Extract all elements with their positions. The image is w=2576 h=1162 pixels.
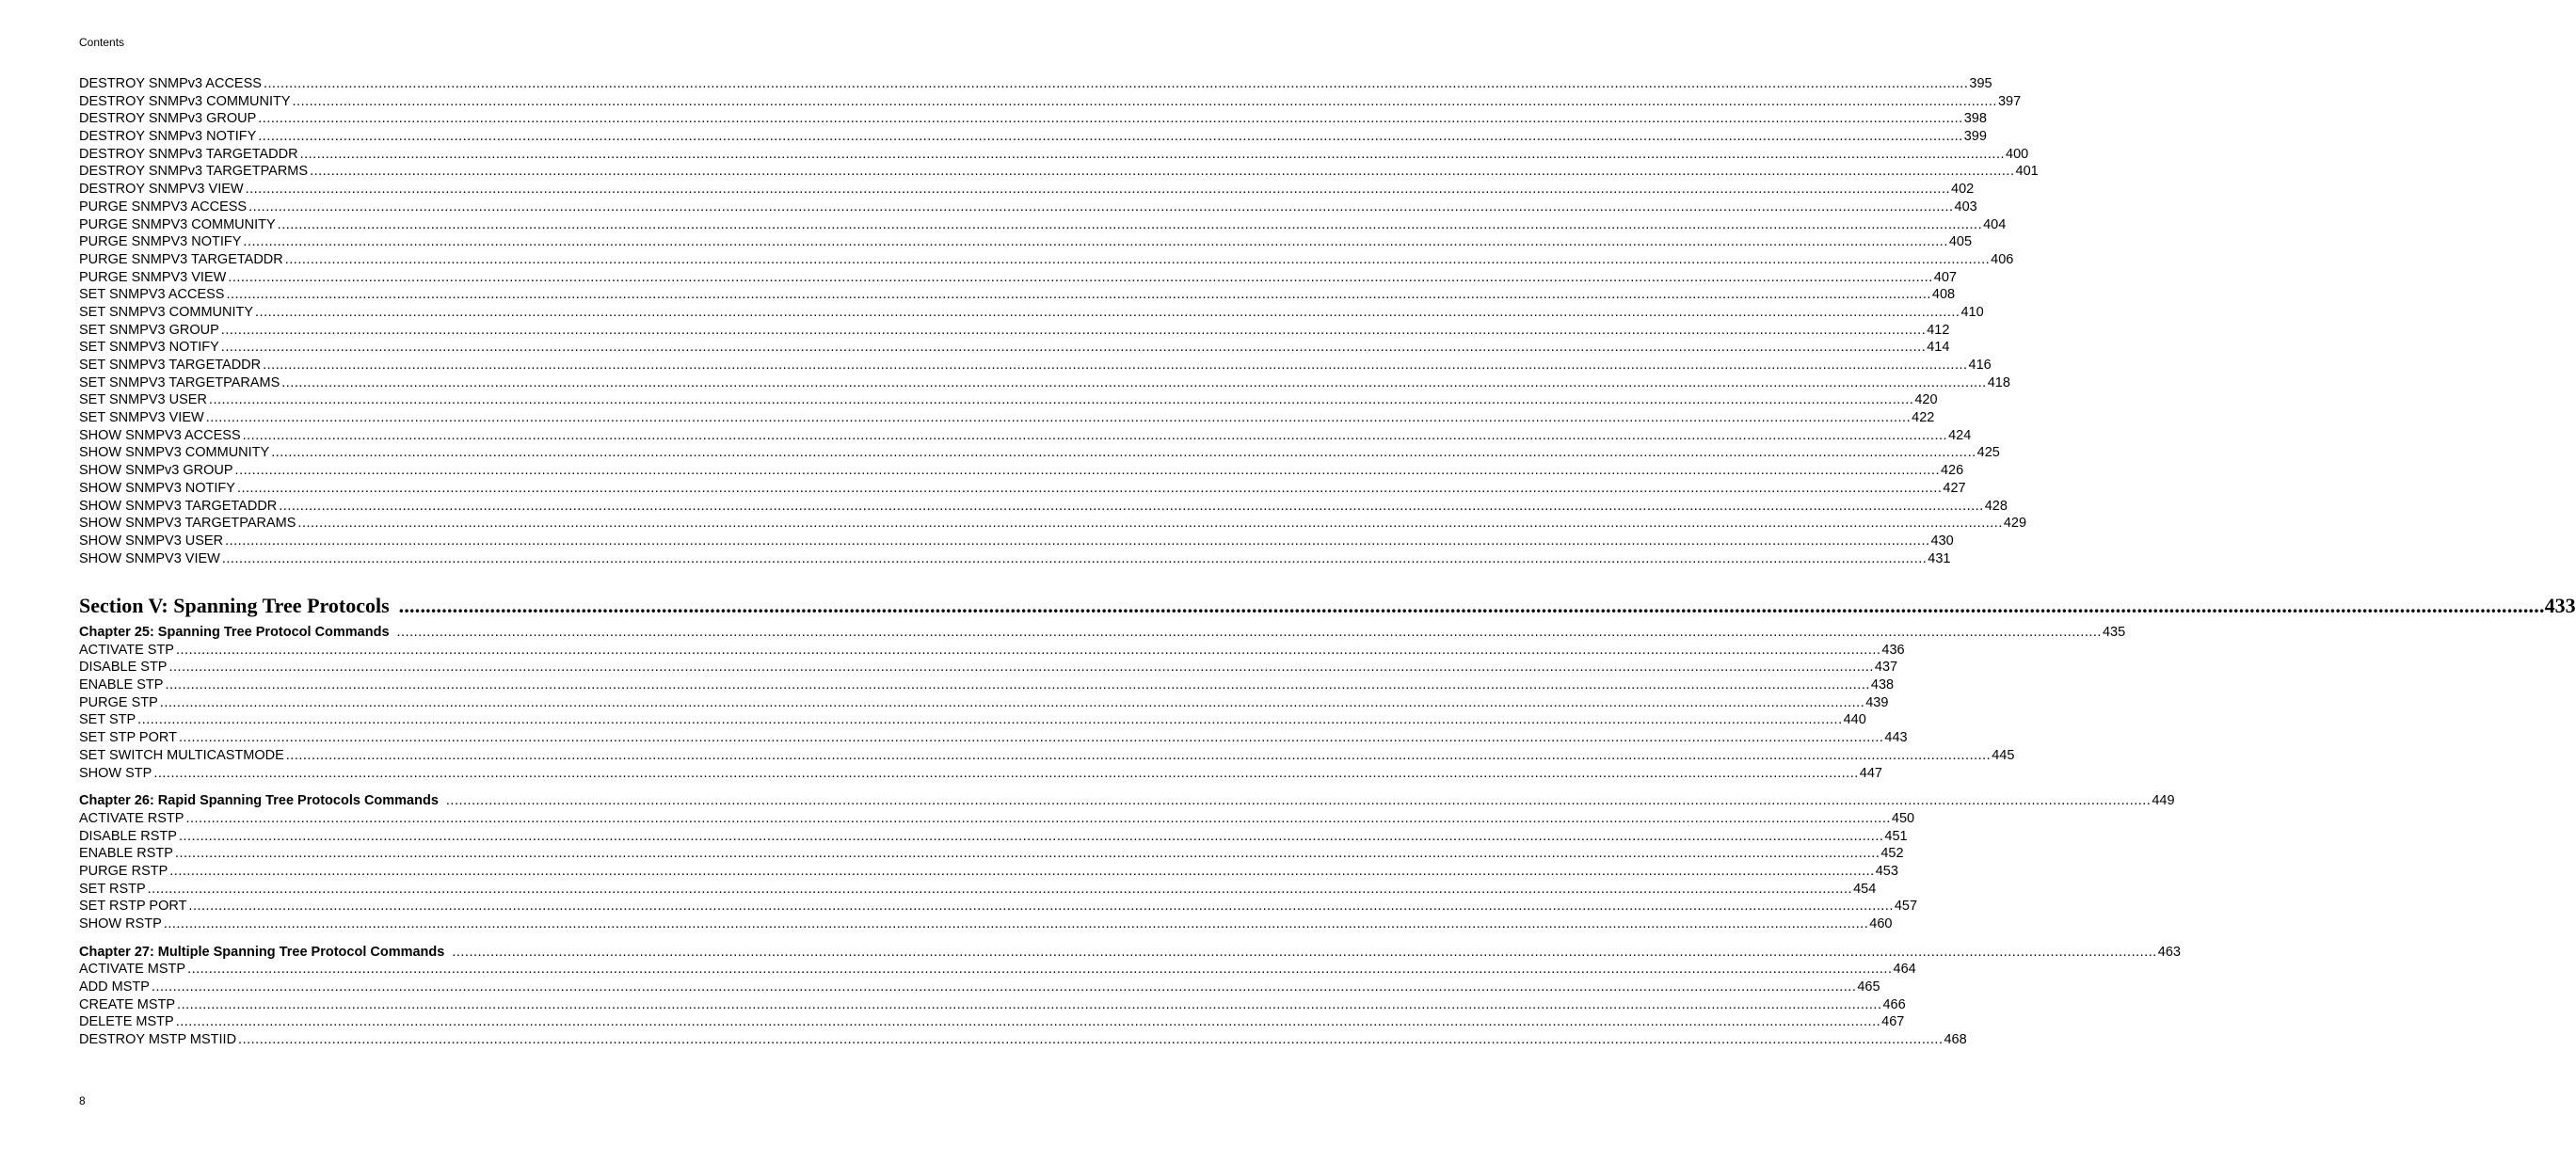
toc-chapter-entry[interactable] — [79, 944, 2181, 962]
chapter-title: Chapter 27: Multiple Spanning Tree Protocol Commands — [79, 944, 445, 960]
leader-dots: ................................................................................................................................................................................................................................................................................................................................................................................................................ — [236, 480, 1943, 496]
entry-label: ACTIVATE RSTP — [79, 810, 184, 826]
leader-dots: ................................................................................................................................................................................................................................................................................................................................................................................................................ — [299, 146, 2006, 162]
leader-dots: ................................................................................................................................................................................................................................................................................................................................................................................................................ — [284, 251, 1991, 267]
entry-page-number: 398 — [1963, 111, 1987, 127]
toc-entry[interactable] — [79, 75, 1992, 93]
entry-page-number: 457 — [1894, 899, 1918, 915]
leader-dots: ................................................................................................................................................................................................................................................................................................................................................................................................................ — [281, 374, 1987, 390]
toc-entry[interactable] — [79, 409, 1935, 427]
toc-entry[interactable] — [79, 110, 1987, 128]
leader-dots: ................................................................................................................................................................................................................................................................................................................................................................................................................ — [258, 111, 1963, 127]
entry-label: SHOW SNMPv3 GROUP — [79, 463, 233, 479]
entry-label: ACTIVATE MSTP — [79, 962, 186, 978]
entry-page-number: 408 — [1931, 287, 1956, 303]
entry-label: SHOW SNMPV3 TARGETPARAMS — [79, 516, 296, 532]
entry-label: DISABLE STP — [79, 660, 168, 676]
toc-chapter-entry[interactable] — [79, 792, 2175, 810]
entry-page-number: 403 — [1954, 199, 1977, 215]
toc-entry[interactable] — [79, 251, 2014, 269]
leader-dots: ................................................................................................................................................................................................................................................................................................................................................................................................................ — [177, 996, 1882, 1012]
entry-label: PURGE SNMPV3 NOTIFY — [79, 234, 242, 250]
leader-dots: ................................................................................................................................................................................................................................................................................................................................................................................................................ — [188, 899, 1894, 915]
entry-page-number: 424 — [1948, 427, 1972, 443]
entry-page-number: 420 — [1914, 392, 1938, 408]
toc-entry[interactable] — [79, 1013, 1905, 1031]
entry-page-number: 437 — [1874, 660, 1898, 676]
leader-dots: ................................................................................................................................................................................................................................................................................................................................................................................................................ — [175, 1014, 1881, 1030]
page-number: 8 — [79, 1094, 86, 1107]
leader-dots: ................................................................................................................................................................................................................................................................................................................................................................................................................ — [178, 730, 1884, 746]
entry-page-number: 418 — [1987, 374, 2010, 390]
toc-entry[interactable] — [79, 979, 1880, 996]
entry-label: SET STP PORT — [79, 730, 177, 746]
leader-dots: ................................................................................................................................................................................................................................................................................................................................................................................................................ — [263, 358, 1968, 373]
entry-label: DESTROY SNMPv3 GROUP — [79, 111, 257, 127]
entry-label: SHOW RSTP — [79, 916, 162, 931]
toc-entry[interactable] — [79, 286, 1956, 304]
entry-page-number: 440 — [1843, 712, 1866, 728]
leader-dots: ................................................................................................................................................................................................................................................................................................................................................................................................................ — [279, 498, 1984, 514]
toc-entry[interactable] — [79, 996, 1906, 1014]
toc-entry[interactable] — [79, 322, 1950, 340]
toc-entry[interactable] — [79, 828, 1908, 846]
leader-dots: ................................................................................................................................................................................................................................................................................................................................................................................................................ — [242, 427, 1948, 443]
leader-dots: ................................................................................................................................................................................................................................................................................................................................................................................................................ — [243, 234, 1948, 250]
entry-page-number: 414 — [1927, 340, 1950, 356]
leader-dots: ................................................................................................................................................................................................................................................................................................................................................................................................................ — [234, 463, 1940, 479]
toc-entry[interactable] — [79, 444, 2000, 462]
entry-page-number: 436 — [1881, 642, 1905, 658]
leader-dots: ................................................................................................................................................................................................................................................................................................................................................................................................................ — [255, 304, 1960, 320]
toc-snmp-list — [79, 75, 2039, 567]
entry-page-number: 427 — [1943, 480, 1966, 496]
entry-label: CREATE MSTP — [79, 996, 176, 1012]
entry-label: SHOW SNMPV3 NOTIFY — [79, 480, 235, 496]
toc-entry[interactable] — [79, 304, 1984, 322]
entry-page-number: 463 — [2157, 944, 2181, 960]
toc-entry[interactable] — [79, 810, 1915, 828]
toc-entry[interactable] — [79, 845, 1904, 863]
entry-label: PURGE SNMPV3 TARGETADDR — [79, 251, 283, 267]
entry-page-number: 467 — [1881, 1014, 1905, 1030]
entry-page-number: 416 — [1968, 358, 1992, 373]
leader-dots: ................................................................................................................................................................................................................................................................................................................................................................................................................ — [185, 810, 1891, 826]
leader-dots: ................................................................................................................................................................................................................................................................................................................................................................................................................ — [220, 322, 1927, 338]
entry-label: DESTROY SNMPv3 ACCESS — [79, 76, 262, 91]
entry-label: ENABLE STP — [79, 677, 164, 693]
toc-entry[interactable] — [79, 642, 1905, 660]
entry-label: SET STP — [79, 712, 136, 728]
entry-label: SET SNMPV3 TARGETPARAMS — [79, 374, 280, 390]
leader-dots: ................................................................................................................................................................................................................................................................................................................................................................................................................ — [159, 694, 1865, 710]
toc-entry[interactable] — [79, 677, 1895, 694]
leader-dots: ................................................................................................................................................................................................................................................................................................................................................................................................................ — [263, 76, 1969, 91]
toc-entry[interactable] — [79, 480, 1966, 498]
running-header: Contents — [79, 36, 125, 49]
toc-entry[interactable] — [79, 199, 1977, 216]
toc-entry[interactable] — [79, 747, 2015, 765]
entry-label: SHOW SNMPV3 ACCESS — [79, 427, 241, 443]
entry-label: ENABLE RSTP — [79, 846, 173, 862]
entry-page-number: 402 — [1951, 182, 1975, 198]
toc-entry[interactable] — [79, 339, 1950, 357]
entry-label: SET SNMPV3 USER — [79, 392, 207, 408]
leader-dots: ................................................................................................................................................................................................................................................................................................................................................................................................................ — [168, 660, 1874, 676]
entry-label: PURGE STP — [79, 694, 158, 710]
leader-dots: ................................................................................................................................................................................................................................................................................................................................................................................................................ — [396, 625, 2102, 640]
leader-dots: ................................................................................................................................................................................................................................................................................................................................................................................................................ — [165, 677, 1870, 693]
entry-page-number: 397 — [1997, 93, 2022, 109]
entry-page-number: 405 — [1948, 234, 1973, 250]
leader-dots: ................................................................................................................................................................................................................................................................................................................................................................................................................ — [174, 846, 1880, 862]
leader-dots: ................................................................................................................................................................................................................................................................................................................................................................................................................ — [205, 410, 1912, 426]
entry-page-number: 401 — [2015, 164, 2039, 180]
leader-dots: ................................................................................................................................................................................................................................................................................................................................................................................................................ — [452, 944, 2157, 960]
leader-dots: ................................................................................................................................................................................................................................................................................................................................................................................................................ — [225, 533, 1930, 549]
entry-label: SET SNMPV3 ACCESS — [79, 287, 225, 303]
leader-dots: ................................................................................................................................................................................................................................................................................................................................................................................................................ — [445, 793, 2152, 809]
entry-page-number: 422 — [1912, 410, 1935, 426]
entry-page-number: 430 — [1930, 533, 1954, 549]
toc-entry[interactable] — [79, 898, 1918, 915]
toc-entry[interactable] — [79, 269, 1957, 287]
entry-label: SET RSTP — [79, 881, 146, 897]
leader-dots: ................................................................................................................................................................................................................................................................................................................................................................................................................ — [398, 594, 2545, 617]
section-title: Section V: Spanning Tree Protocols — [79, 594, 390, 617]
toc-chapter-entry[interactable] — [79, 624, 2126, 642]
chapter-list — [79, 624, 2181, 1049]
entry-label: SHOW STP — [79, 765, 152, 781]
spacer — [79, 782, 792, 792]
leader-dots: ................................................................................................................................................................................................................................................................................................................................................................................................................ — [297, 516, 2003, 532]
entry-page-number: 450 — [1891, 810, 1915, 826]
section-heading[interactable] — [79, 592, 2576, 620]
entry-page-number: 438 — [1870, 677, 1895, 693]
entry-page-number: 449 — [2152, 793, 2175, 809]
leader-dots: ................................................................................................................................................................................................................................................................................................................................................................................................................ — [187, 962, 1893, 978]
toc-entry[interactable] — [79, 391, 1938, 409]
toc-entry[interactable] — [79, 881, 1877, 899]
entry-label: PURGE SNMPV3 COMMUNITY — [79, 216, 276, 232]
entry-label: PURGE SNMPV3 VIEW — [79, 269, 227, 285]
leader-dots: ................................................................................................................................................................................................................................................................................................................................................................................................................ — [169, 863, 1875, 879]
leader-dots: ................................................................................................................................................................................................................................................................................................................................................................................................................ — [258, 129, 1963, 145]
toc-entry[interactable] — [79, 216, 2007, 234]
entry-label: DESTROY SNMPV3 VIEW — [79, 182, 244, 198]
entry-page-number: 451 — [1884, 828, 1908, 844]
toc-entry[interactable] — [79, 533, 1954, 550]
leader-dots: ................................................................................................................................................................................................................................................................................................................................................................................................................ — [151, 979, 1857, 995]
leader-dots: ................................................................................................................................................................................................................................................................................................................................................................................................................ — [226, 287, 1931, 303]
toc-entry[interactable] — [79, 427, 1972, 445]
entry-page-number: 435 — [2102, 625, 2126, 640]
entry-label: DESTROY MSTP MSTIID — [79, 1032, 237, 1048]
leader-dots: ................................................................................................................................................................................................................................................................................................................................................................................................................ — [228, 269, 1933, 285]
leader-dots: ................................................................................................................................................................................................................................................................................................................................................................................................................ — [153, 765, 1859, 781]
entry-page-number: 443 — [1884, 730, 1908, 746]
toc-entry[interactable] — [79, 863, 1898, 881]
entry-page-number: 466 — [1882, 996, 1906, 1012]
entry-page-number: 426 — [1940, 463, 1964, 479]
entry-page-number: 400 — [2006, 146, 2029, 162]
leader-dots: ................................................................................................................................................................................................................................................................................................................................................................................................................ — [178, 828, 1884, 844]
entry-page-number: 404 — [1983, 216, 2007, 232]
toc-entry[interactable] — [79, 515, 2027, 533]
toc-entry[interactable] — [79, 498, 2008, 516]
toc-entry[interactable] — [79, 1031, 1967, 1049]
toc-entry[interactable] — [79, 961, 1916, 979]
leader-dots: ................................................................................................................................................................................................................................................................................................................................................................................................................ — [163, 916, 1869, 931]
entry-page-number: 454 — [1853, 881, 1877, 897]
toc-entry[interactable] — [79, 915, 1893, 933]
entry-page-number: 460 — [1869, 916, 1893, 931]
entry-page-number: 445 — [1992, 747, 2015, 763]
entry-page-number: 447 — [1859, 765, 1882, 781]
entry-page-number: 468 — [1944, 1032, 1967, 1048]
toc-entry[interactable] — [79, 233, 1973, 251]
entry-label: DELETE MSTP — [79, 1014, 174, 1030]
entry-label: PURGE RSTP — [79, 863, 168, 879]
entry-label: PURGE SNMPV3 ACCESS — [79, 199, 248, 215]
entry-label: SET SNMPV3 GROUP — [79, 322, 219, 338]
toc-entry[interactable] — [79, 93, 2022, 111]
toc-entry[interactable] — [79, 462, 1964, 480]
section-page-number: 433 — [2544, 594, 2576, 617]
leader-dots: ................................................................................................................................................................................................................................................................................................................................................................................................................ — [285, 747, 1992, 763]
entry-page-number: 406 — [1991, 251, 2014, 267]
toc-section-block — [79, 592, 2576, 1049]
spacer — [79, 933, 792, 944]
toc-entry[interactable] — [79, 181, 1975, 199]
entry-page-number: 395 — [1969, 76, 1992, 91]
entry-page-number: 465 — [1857, 979, 1880, 995]
entry-label: SET SNMPV3 TARGETADDR — [79, 358, 262, 373]
toc-entry[interactable] — [79, 729, 1908, 747]
toc-entry[interactable] — [79, 694, 1889, 712]
leader-dots: ................................................................................................................................................................................................................................................................................................................................................................................................................ — [248, 199, 1954, 215]
toc-entry[interactable] — [79, 357, 1992, 374]
entry-label: SHOW SNMPV3 USER — [79, 533, 224, 549]
toc-entry[interactable] — [79, 711, 1866, 729]
chapter-title: Chapter 25: Spanning Tree Protocol Commands — [79, 625, 390, 640]
leader-dots: ................................................................................................................................................................................................................................................................................................................................................................................................................ — [147, 881, 1853, 897]
entry-label: DESTROY SNMPv3 TARGETADDR — [79, 146, 298, 162]
entry-label: DESTROY SNMPv3 COMMUNITY — [79, 93, 291, 109]
leader-dots: ................................................................................................................................................................................................................................................................................................................................................................................................................ — [277, 216, 1983, 232]
entry-page-number: 425 — [1976, 445, 2000, 461]
entry-label: SHOW SNMPV3 COMMUNITY — [79, 445, 270, 461]
toc-entry[interactable] — [79, 374, 2010, 392]
entry-label: ADD MSTP — [79, 979, 150, 995]
leader-dots: ................................................................................................................................................................................................................................................................................................................................................................................................................ — [220, 340, 1927, 356]
toc-entry[interactable] — [79, 146, 2029, 164]
entry-label: SET SNMPV3 COMMUNITY — [79, 304, 254, 320]
entry-page-number: 453 — [1875, 863, 1898, 879]
chapter-title: Chapter 26: Rapid Spanning Tree Protocols Commands — [79, 793, 439, 809]
entry-page-number: 410 — [1960, 304, 1984, 320]
entry-label: DESTROY SNMPv3 TARGETPARMS — [79, 164, 309, 180]
leader-dots: ................................................................................................................................................................................................................................................................................................................................................................................................................ — [271, 445, 1976, 461]
leader-dots: ................................................................................................................................................................................................................................................................................................................................................................................................................ — [310, 164, 2015, 180]
leader-dots: ................................................................................................................................................................................................................................................................................................................................................................................................................ — [238, 1032, 1944, 1048]
leader-dots: ................................................................................................................................................................................................................................................................................................................................................................................................................ — [175, 642, 1881, 658]
toc-entry[interactable] — [79, 550, 1951, 568]
entry-page-number: 407 — [1933, 269, 1957, 285]
toc-entry[interactable] — [79, 163, 2039, 181]
entry-label: DESTROY SNMPv3 NOTIFY — [79, 129, 257, 145]
entry-page-number: 431 — [1928, 550, 1951, 566]
leader-dots: ................................................................................................................................................................................................................................................................................................................................................................................................................ — [137, 712, 1843, 728]
entry-label: DISABLE RSTP — [79, 828, 177, 844]
entry-page-number: 428 — [1984, 498, 2008, 514]
leader-dots: ................................................................................................................................................................................................................................................................................................................................................................................................................ — [245, 182, 1951, 198]
entry-page-number: 429 — [2003, 516, 2027, 532]
entry-label: SET RSTP PORT — [79, 899, 187, 915]
entry-page-number: 412 — [1927, 322, 1950, 338]
entry-page-number: 452 — [1880, 846, 1904, 862]
leader-dots: ................................................................................................................................................................................................................................................................................................................................................................................................................ — [221, 550, 1928, 566]
leader-dots: ................................................................................................................................................................................................................................................................................................................................................................................................................ — [292, 93, 1997, 109]
entry-page-number: 464 — [1893, 962, 1916, 978]
entry-label: ACTIVATE STP — [79, 642, 174, 658]
entry-label: SHOW SNMPV3 VIEW — [79, 550, 220, 566]
entry-page-number: 439 — [1865, 694, 1889, 710]
toc-entry[interactable] — [79, 128, 1987, 146]
entry-label: SHOW SNMPV3 TARGETADDR — [79, 498, 278, 514]
entry-label: SET SNMPV3 NOTIFY — [79, 340, 219, 356]
toc-entry[interactable] — [79, 765, 1882, 783]
entry-label: SET SNMPV3 VIEW — [79, 410, 204, 426]
entry-page-number: 399 — [1963, 129, 1987, 145]
entry-label: SET SWITCH MULTICASTMODE — [79, 747, 284, 763]
toc-entry[interactable] — [79, 659, 1898, 677]
leader-dots: ................................................................................................................................................................................................................................................................................................................................................................................................................ — [208, 392, 1914, 408]
